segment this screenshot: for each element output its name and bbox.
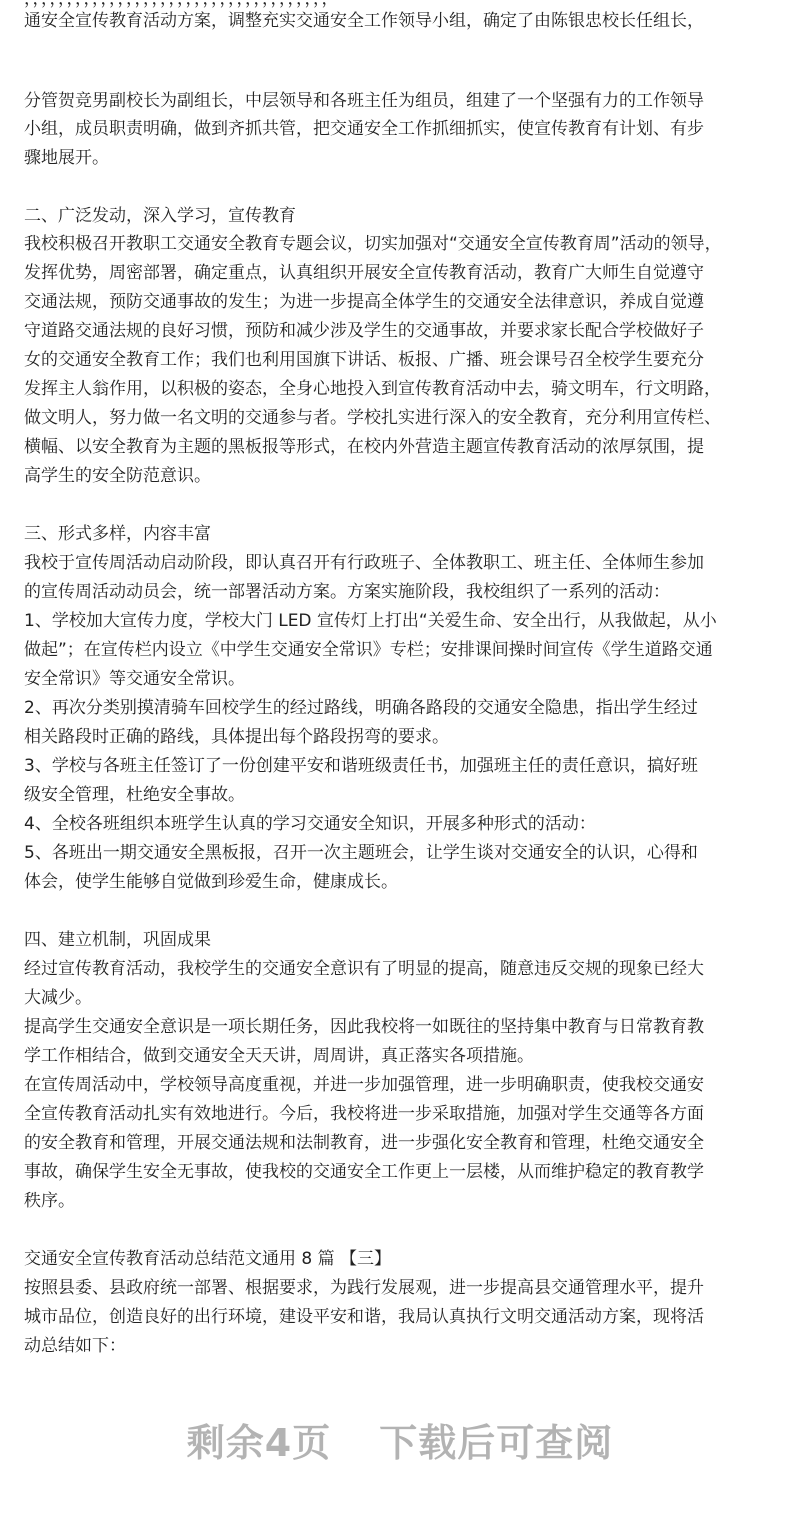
section-heading-3: 三、形式多样，内容丰富 — [24, 524, 211, 544]
text-line-34: 全宣传教育活动扎实有效地进行。今后，我校将进一步采取措施，加强对学生交通等各方面 — [24, 1104, 704, 1124]
text-line-10: 女的交通安全教育工作；我们也利用国旗下讲话、板报、广播、班会课号召全校学生要充分 — [24, 350, 704, 370]
text-line-33: 在宣传周活动中，学校领导高度重视，并进一步加强管理，进一步明确职责，使我校交通安 — [24, 1075, 704, 1095]
text-line-20: 安全常识》等交通安全常识。 — [24, 669, 245, 689]
text-line-41: 动总结如下： — [24, 1336, 126, 1356]
text-line-24: 级安全管理，杜绝安全事故。 — [24, 785, 245, 805]
text-line-7: 发挥优势，周密部署，确定重点，认真组织开展安全宣传教育活动，教育广大师生自觉遵守 — [24, 263, 704, 283]
section-heading-2: 二、广泛发动，深入学习，宣传教育 — [24, 206, 296, 226]
text-line-29: 经过宣传教育活动，我校学生的交通安全意识有了明显的提高，随意违反交规的现象已经大 — [24, 959, 704, 979]
text-line-6: 我校积极召开教职工交通安全教育专题会议，切实加强对“交通安全宣传教育周”活动的领导， — [24, 234, 722, 254]
text-line-30: 大减少。 — [24, 988, 92, 1008]
text-line-23: 3、学校与各班主任签订了一份创建平安和谐班级责任书，加强班主任的责任意识，搞好班 — [24, 756, 698, 776]
text-line-32: 学工作相结合，做到交通安全天天讲，周周讲，真正落实各项措施。 — [24, 1046, 534, 1066]
text-line-3: 小组，成员职责明确，做到齐抓共管，把交通安全工作抓细抓实，使宣传教育有计划、有步 — [24, 119, 704, 139]
text-line-22: 相关路段时正确的路线，具体提出每个路段拐弯的要求。 — [24, 727, 449, 747]
text-line-37: 秩序。 — [24, 1191, 75, 1211]
download-to-view-label: 下载后可查阅 — [379, 1421, 614, 1465]
text-line-13: 横幅、以安全教育为主题的黑板报等形式，在校内外营造主题宣传教育活动的浓厚氛围，提 — [24, 437, 704, 457]
text-line-39: 按照县委、县政府统一部署、根据要求，为践行发展观，进一步提高县交通管理水平，提升 — [24, 1278, 704, 1298]
section-heading-4: 四、建立机制，巩固成果 — [24, 930, 211, 950]
text-line-12: 做文明人，努力做一名文明的交通参与者。学校扎实进行深入的安全教育，充分利用宣传栏、 — [24, 408, 721, 428]
text-line-27: 体会，使学生能够自觉做到珍爱生命，健康成长。 — [24, 872, 398, 892]
text-line-25: 4、全校各班组织本班学生认真的学习交通安全知识，开展多种形式的活动： — [24, 814, 596, 834]
text-line-18: 1、学校加大宣传力度，学校大门 LED 宣传灯上打出“关爱生命、安全出行，从我做起，从小 — [24, 611, 717, 631]
text-line-21: 2、再次分类别摸清骑车回校学生的经过路线，明确各路段的交通安全隐患，指出学生经过 — [24, 698, 698, 718]
text-line-2: 分管贺竞男副校长为副组长，中层领导和各班主任为组员，组建了一个坚强有力的工作领导 — [24, 91, 704, 111]
text-line-31: 提高学生交通安全意识是一项长期任务，因此我校将一如既往的坚持集中教育与日常教育教 — [24, 1017, 704, 1037]
article-heading-3: 交通安全宣传教育活动总结范文通用 8 篇 【三】 — [24, 1249, 392, 1269]
text-line-40: 城市品位，创造良好的出行环境，建设平安和谐，我局认真执行文明交通活动方案，现将活 — [24, 1307, 704, 1327]
text-line-26: 5、各班出一期交通安全黑板报，召开一次主题班会，让学生谈对交通安全的认识，心得和 — [24, 843, 698, 863]
text-line-19: 做起”；在宣传栏内设立《中学生交通安全常识》专栏；安排课间操时间宣传《学生道路交通 — [24, 640, 713, 660]
remaining-pages-label: 剩余4页 — [186, 1421, 332, 1465]
text-line-35: 的安全教育和管理，开展交通法规和法制教育，进一步强化安全教育和管理，杜绝交通安全 — [24, 1133, 704, 1153]
text-line-4: 骤地展开。 — [24, 148, 109, 168]
text-line-17: 的宣传周活动动员会，统一部署活动方案。方案实施阶段，我校组织了一系列的活动： — [24, 582, 670, 602]
text-line-11: 发挥主人翁作用，以积极的姿态，全身心地投入到宣传教育活动中去，骑文明车，行文明路， — [24, 379, 721, 399]
text-line-1: 通安全宣传教育活动方案，调整充实交通安全工作领导小组，确定了由陈银忠校长任组长， — [24, 11, 704, 31]
text-line-8: 交通法规，预防交通事故的发生；为进一步提高全体学生的交通安全法律意识，养成自觉遵 — [24, 292, 704, 312]
remaining-pages-banner[interactable] — [0, 1412, 800, 1472]
text-line-9: 守道路交通法规的良好习惯，预防和减少涉及学生的交通事故，并要求家长配合学校做好子 — [24, 321, 704, 341]
text-line-36: 事故，确保学生安全无事故，使我校的交通安全工作更上一层楼，从而维护稳定的教育教学 — [24, 1162, 704, 1182]
text-line-16: 我校于宣传周活动启动阶段，即认真召开有行政班子、全体教职工、班主任、全体师生参加 — [24, 553, 704, 573]
text-line-14: 高学生的安全防范意识。 — [24, 466, 211, 486]
